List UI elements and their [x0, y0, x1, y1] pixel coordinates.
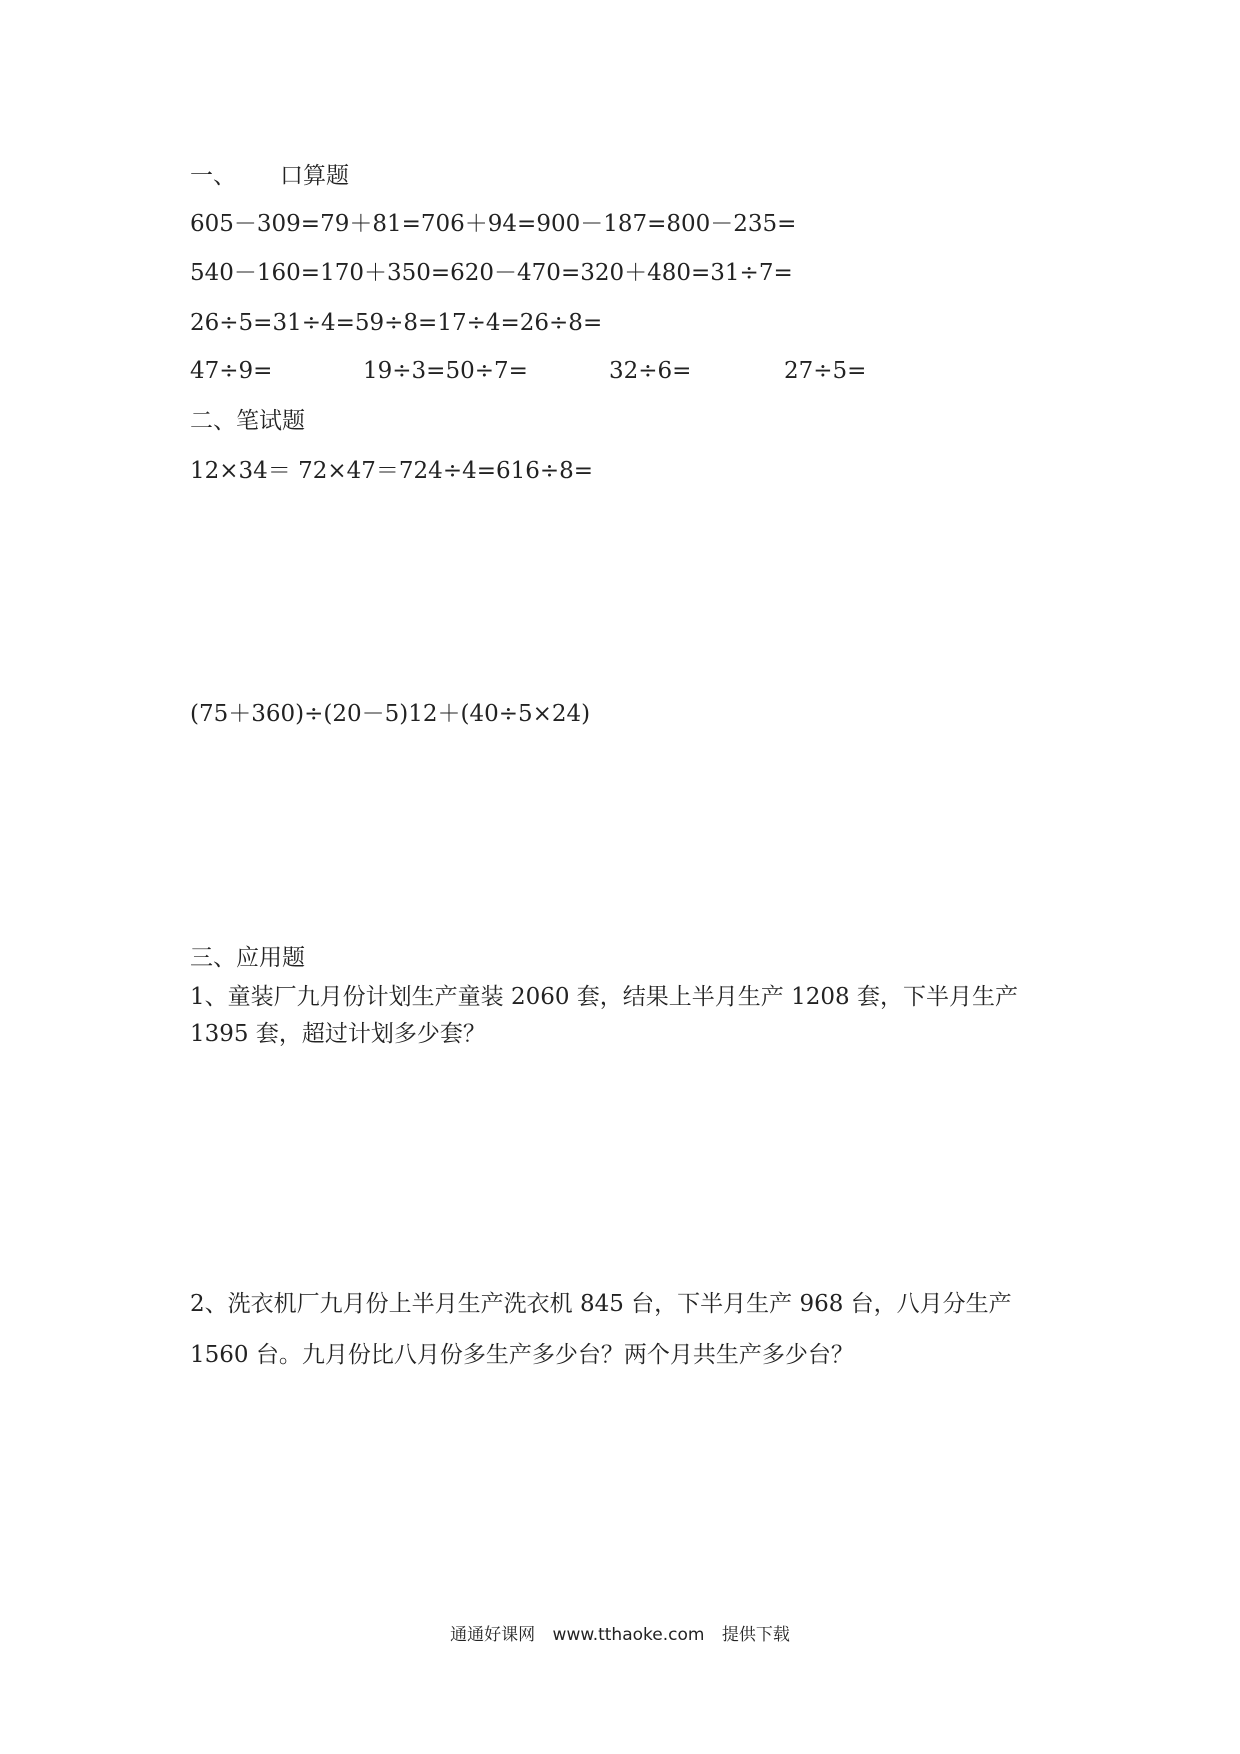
problem-1-line-2: 1395 套，超过计划多少套？	[190, 1021, 486, 1047]
problem-1-line-1: 1、童装厂九月份计划生产童装 2060 套，结果上半月生产 1208 套，下半月生产	[190, 984, 1018, 1010]
footer-site-name: 通通好课网	[450, 1625, 536, 1645]
oral-row-2: 540－160=170＋350=620－470=320＋480=31÷7=	[190, 260, 793, 286]
written-row-1: 12×34＝ 72×47＝724÷4=616÷8=	[190, 458, 594, 484]
oral-row-4-item-3: 32÷6=	[609, 358, 692, 384]
oral-row-1: 605－309=79＋81=706＋94=900－187=800－235=	[190, 211, 797, 237]
section-1-heading	[190, 161, 349, 191]
oral-row-3: 26÷5=31÷4=59÷8=17÷4=26÷8=	[190, 310, 603, 336]
section-1-number: 一、	[190, 163, 236, 189]
oral-row-4-item-4: 27÷5=	[784, 358, 867, 384]
footer-url[interactable]: www.tthaoke.com	[552, 1625, 705, 1645]
written-row-2: (75＋360)÷(20－5)12＋(40÷5×24)	[190, 701, 591, 727]
section-1-title: 口算题	[280, 163, 349, 189]
section-3-heading: 三、应用题	[190, 945, 305, 971]
oral-row-4-item-1: 47÷9=	[190, 358, 273, 384]
section-2-heading: 二、笔试题	[190, 408, 305, 434]
problem-2-line-2: 1560 台。九月份比八月份多生产多少台？两个月共生产多少台？	[190, 1342, 854, 1368]
problem-2-line-1: 2、洗衣机厂九月份上半月生产洗衣机 845 台，下半月生产 968 台，八月分生产	[190, 1291, 1012, 1317]
footer	[0, 1624, 1240, 1646]
oral-row-4-item-2: 19÷3=50÷7=	[363, 358, 528, 384]
footer-suffix: 提供下载	[721, 1625, 790, 1645]
